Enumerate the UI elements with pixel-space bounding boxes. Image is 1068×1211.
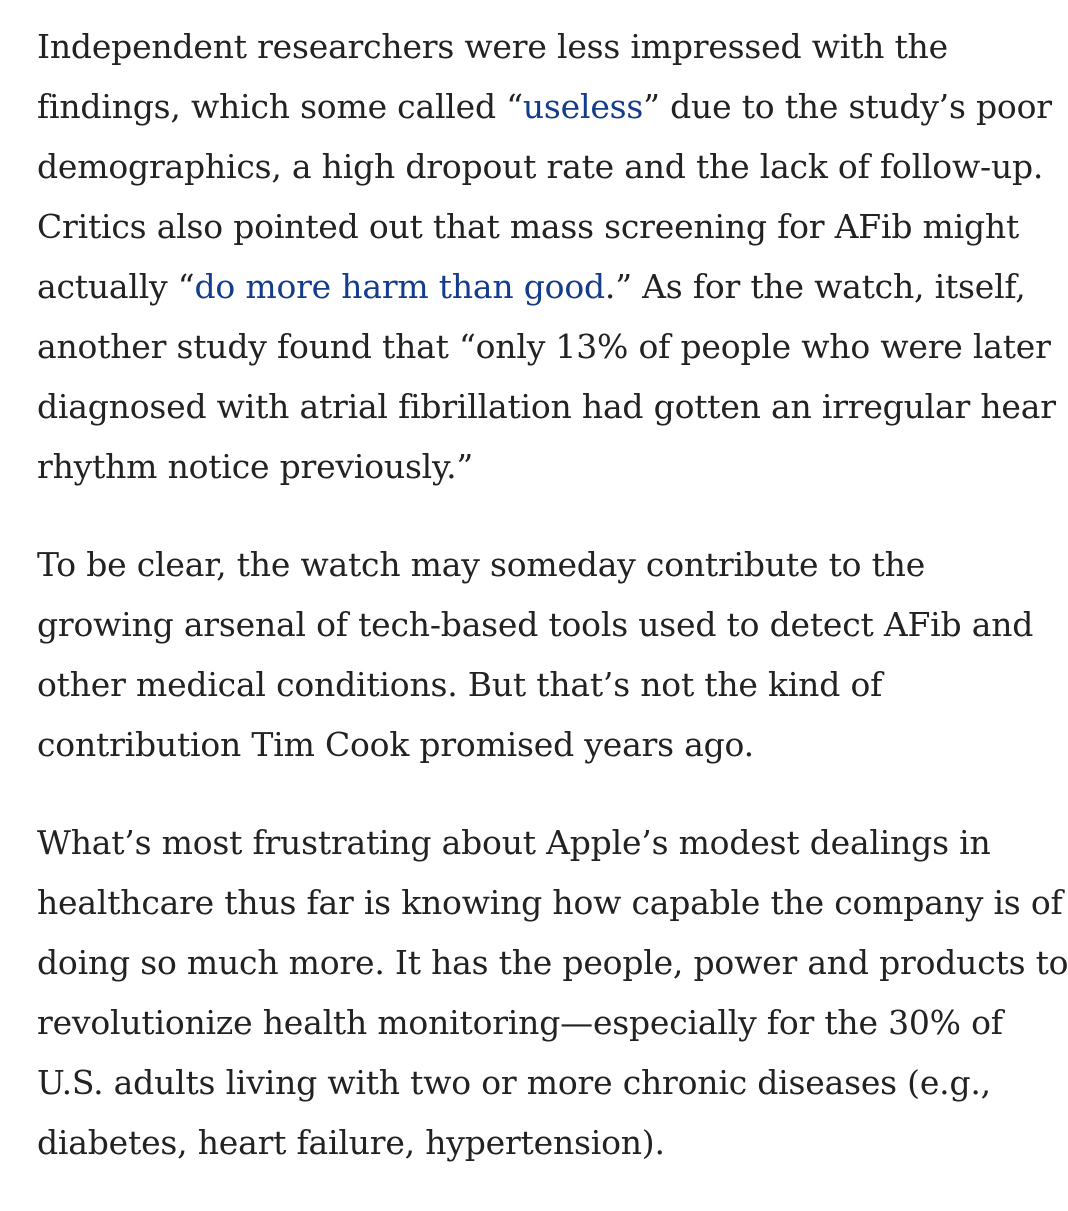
text-run: diabetes, heart failure, hypertension). — [37, 1123, 665, 1162]
text-run: another study found that “only 13% of people who were later — [37, 327, 1051, 366]
text-line — [37, 595, 1034, 655]
paragraph — [37, 813, 1068, 1173]
text-line — [37, 535, 1027, 595]
text-line — [37, 873, 1063, 933]
text-line — [37, 17, 1027, 77]
text-run: demographics, a high dropout rate and the lack of follow-up. — [37, 147, 1044, 186]
text-run: findings, which some called “ — [37, 87, 523, 126]
text-run: other medical conditions. But that’s not the kind of — [37, 665, 883, 704]
text-line — [37, 377, 1056, 437]
inline-link[interactable]: useless — [522, 87, 644, 126]
text-line — [37, 317, 1051, 377]
text-line — [37, 1053, 1027, 1113]
text-run: Critics also pointed out that mass screening for AFib might — [37, 207, 1020, 246]
text-run: actually “ — [37, 267, 195, 306]
article-body — [37, 17, 1068, 1211]
text-line — [37, 655, 1027, 715]
text-run: healthcare thus far is knowing how capable the company is of — [37, 883, 1063, 922]
text-line — [37, 137, 1044, 197]
text-line — [37, 813, 1027, 873]
text-run: What’s most frustrating about Apple’s modest dealings in — [37, 823, 991, 862]
text-run: To be clear, the watch may someday contribute to the — [37, 545, 926, 584]
text-line — [37, 1113, 1027, 1173]
text-run: revolutionize health monitoring—especially for the 30% of — [37, 1003, 1003, 1042]
text-run: contribution Tim Cook promised years ago. — [37, 725, 754, 764]
text-run: U.S. adults living with two or more chronic diseases (e.g., — [37, 1063, 991, 1102]
text-line — [37, 933, 1068, 993]
text-line — [37, 993, 1027, 1053]
text-run: Independent researchers were less impressed with the — [37, 27, 948, 66]
text-run: diagnosed with atrial fibrillation had gotten an irregular hear — [37, 387, 1056, 426]
text-run: rhythm notice previously.” — [37, 447, 474, 486]
text-line — [37, 257, 1027, 317]
text-run: growing arsenal of tech-based tools used to detect AFib and — [37, 605, 1034, 644]
text-run: doing so much more. It has the people, power and products to — [37, 943, 1068, 982]
text-line — [37, 715, 1027, 775]
inline-link[interactable]: do more harm than good — [194, 267, 605, 306]
text-line — [37, 197, 1027, 257]
paragraph — [37, 17, 1056, 497]
text-line — [37, 77, 1052, 137]
paragraph — [37, 535, 1034, 775]
text-run: ” due to the study’s poor — [643, 87, 1052, 126]
text-line — [37, 437, 1027, 497]
text-run: .” As for the watch, itself, — [604, 267, 1026, 306]
